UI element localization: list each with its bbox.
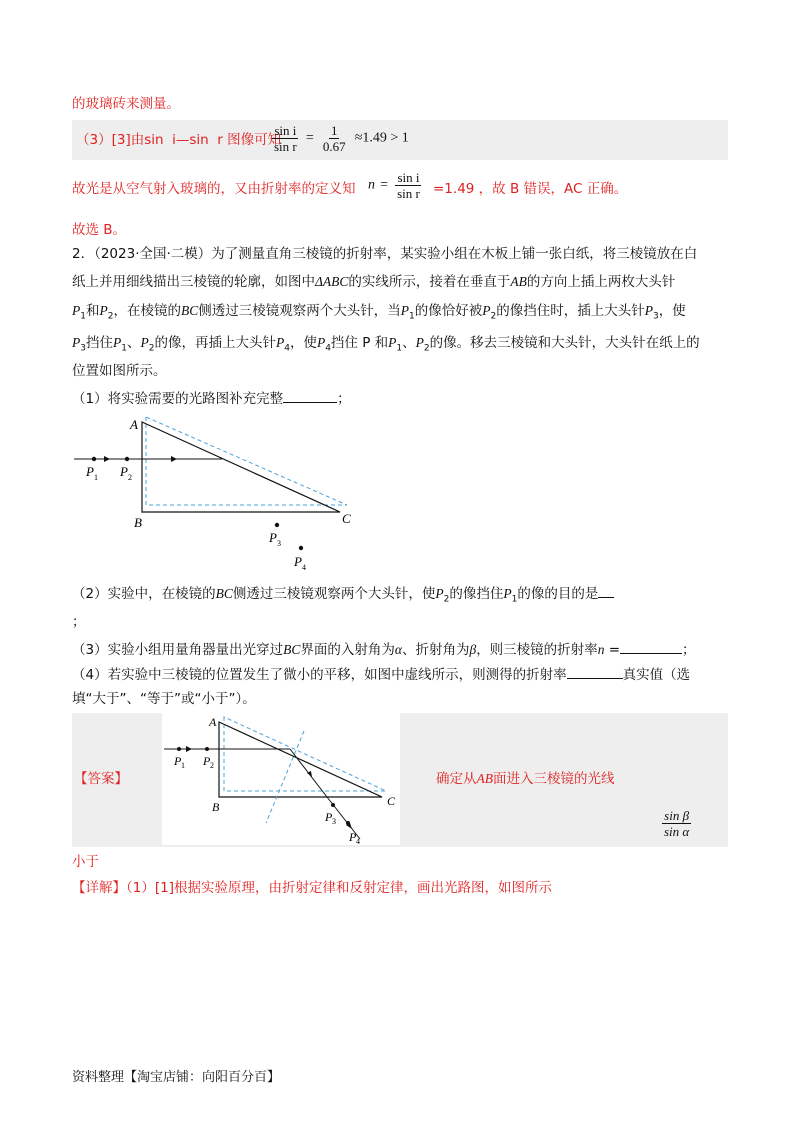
svg-text:3: 3 [277,539,281,548]
svg-text:1: 1 [94,473,98,482]
answer-blank-4[interactable] [567,678,623,679]
arrow-icon [171,456,177,462]
label-a: A [130,417,138,432]
pin-p3 [331,803,335,807]
pin-p2 [205,747,209,751]
figure-prism-diagram [72,412,372,576]
question2-line1: 2．（2023·全国·二模）为了测量直角三棱镜的折射率，某实验小组在木板上铺一张白纸，将三棱镜放在白 [72,246,698,262]
svg-text:2: 2 [128,473,132,482]
label-p4: P [294,554,302,569]
dashed-prism-outline [146,417,347,505]
pin-p4 [346,821,350,825]
question2-line3: $P_1$和$P_2$，在棱镜的BC侧透过三棱镜观察两个大头针，当$P_1$的像恰好被$P_2$的像挡住时，插上大头针$P_3$，使 [72,303,686,322]
text-line-definition-suffix: =1.49 ，故 B 错误，AC 正确。 [433,181,628,197]
label-c: C [387,794,396,808]
svg-text:4: 4 [302,563,306,572]
label-b: B [134,515,142,530]
answer-label: 【答案】 [74,771,128,787]
question2-line2: 纸上并用细线描出三棱镜的轮廓，如图中ΔABC的实线所示，接着在垂直于AB的方向上插上两枚大头针 [72,274,676,290]
pin-p2 [125,457,129,461]
subquestion2: （2）实验中，在棱镜的BC侧透过三棱镜观察两个大头针，使$P_2$的像挡住$P_1$的像的目的是 [72,584,614,610]
answer-blank-3[interactable] [620,653,682,654]
text-line-definition-prefix: 故光是从空气射入玻璃的，又由折射率的定义知 [72,181,356,197]
label-p2: P [203,754,211,768]
fraction-sin-beta-over-sin-alpha: $\frac{\text{sin β}}{\text{sin α}}$ [664,808,690,839]
svg-text:3: 3 [332,817,336,826]
label-p1: P [174,754,182,768]
answer-1-text: 确定从AB面进入三棱镜的光线 [436,771,615,787]
label-p3: P [269,530,277,545]
label-a: A [209,715,217,729]
answer-box [72,713,728,847]
subquestion3: （3）实验小组用量角器量出光穿过BC界面的入射角为α、折射角为β，则三棱镜的折射率n = ； [72,642,696,658]
subquestion4-line2: 填“大于”、“等于”或“小于”）。 [72,691,256,707]
subquestion1: （1）将实验需要的光路图补充完整 ； [72,391,351,407]
label-p2: P [120,464,128,479]
subquestion4-line1: （4）若实验中三棱镜的位置发生了微小的平移，如图中虚线所示，则测得的折射率 真实值（选 [72,667,691,683]
answer-figure-panel [162,713,400,845]
text-line-conclusion: 故选 B。 [72,222,127,238]
label-p3: P [325,810,333,824]
solid-prism-outline [142,422,340,512]
answer-step3-box [72,120,728,160]
fraction-sin-i-over-sin-r-2: $\frac{\text{sin i}}{\text{sin r}}$ [397,170,420,201]
definition-formula: n = $\frac{\text{sin i}}{\text{sin r}}$ [368,170,420,201]
arrow-icon [104,456,110,462]
answer-step3-formula: $\frac{\text{sin i}}{\text{sin r}}$ = $\frac{1}{0.67}$ ≈1.49 > 1 [274,123,409,154]
answer-3-formula [660,808,693,839]
text-line-glass-brick: 的玻璃砖来测量。 [72,96,180,112]
svg-text:1: 1 [181,761,185,770]
detail-line: 【详解】（1）[1]根据实验原理，由折射定律和反射定律，画出光路图，如图所示 [72,880,552,896]
answer-4-text: 小于 [72,854,99,870]
pin-p3 [275,523,279,527]
answer-step3-prefix: （3）[3]由sin i—sin r 图像可知 [76,132,282,148]
solid-prism-outline [219,722,382,797]
question2-line4: $P_3$挡住$P_1$、$P_2$的像，再插上大头针$P_4$，使$P_4$挡住 P 和$P_1$、$P_2$的像。移去三棱镜和大头针，大头针在纸上的 [72,335,700,354]
figure-prism-light-path [162,713,400,845]
fraction-sin-i-over-sin-r: $\frac{\text{sin i}}{\text{sin r}}$ [274,123,297,154]
pin-p4 [299,546,303,550]
subquestion2-semicolon: ； [72,614,86,630]
footer-source: 资料整理【淘宝店铺：向阳百分百】 [72,1070,281,1085]
answer-blank-2[interactable] [598,597,614,598]
pin-p1 [92,457,96,461]
dashed-prism-outline [224,717,386,791]
label-c: C [342,511,351,526]
label-p1: P [86,464,94,479]
pin-p1 [177,747,181,751]
normal-line [266,731,304,823]
svg-text:2: 2 [210,761,214,770]
fraction-one-over-067: $\frac{1}{0.67}$ [322,123,346,154]
label-b: B [212,800,220,814]
answer-blank-1[interactable] [283,402,337,403]
arrow-icon [186,746,192,752]
question2-line5: 位置如图所示。 [72,363,167,379]
label-p4: P [349,830,357,844]
svg-text:4: 4 [356,837,360,845]
